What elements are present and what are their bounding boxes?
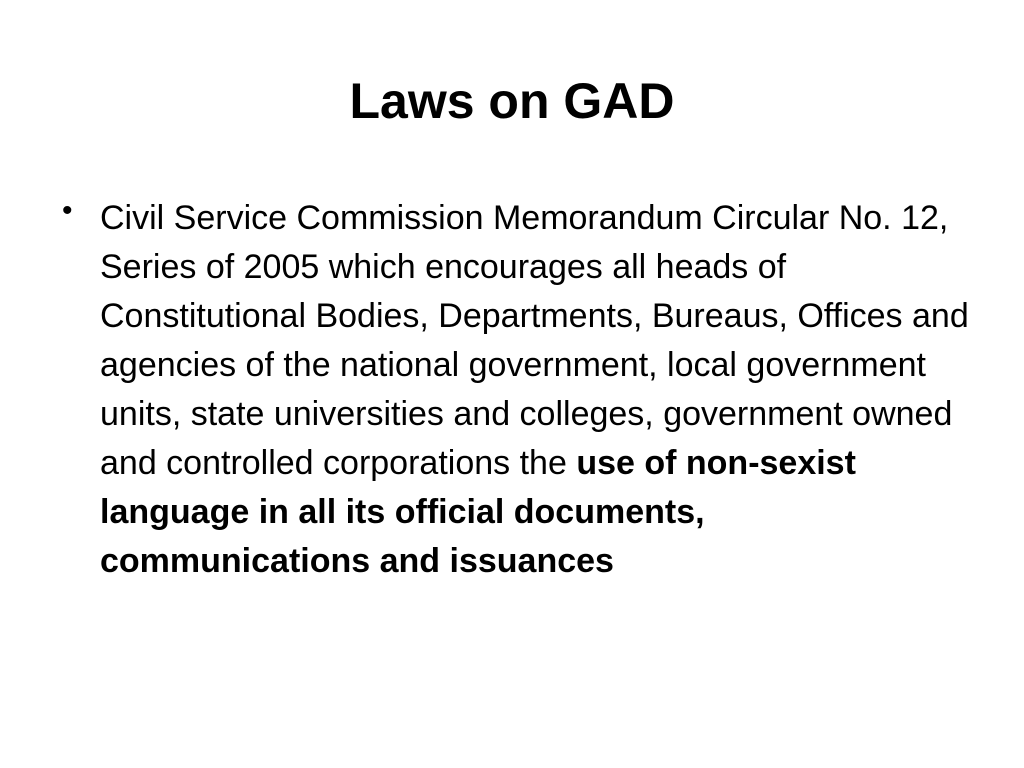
bullet-text: Civil Service Commission Memorandum Circular No. 12, Series of 2005 which encourages all heads of Constitutional Bodies, Departments, Bureaus, Offices and agencies of the national government, local government units, state universities and colleges, government owned and controlled corporations the <box>100 199 969 482</box>
bullet-emphasis-text: use of non-sexist language in all its official documents, communications and issuances <box>100 444 856 580</box>
bullet-marker: • <box>62 194 73 227</box>
bullet-item <box>60 194 975 586</box>
slide-title: Laws on GAD <box>349 73 675 129</box>
bullet-list <box>60 194 975 586</box>
